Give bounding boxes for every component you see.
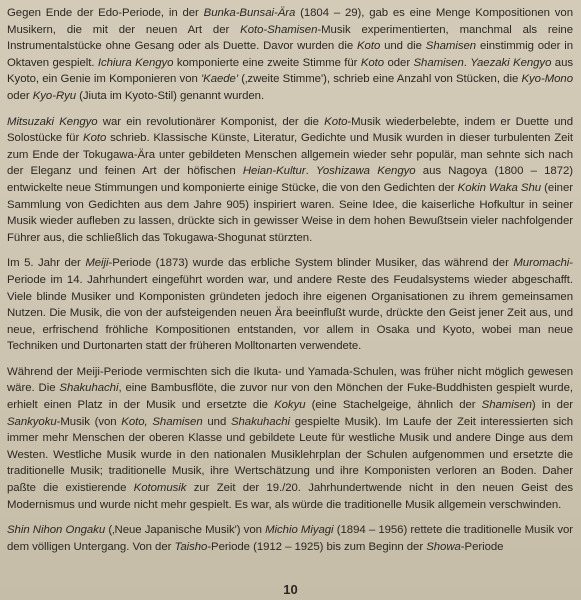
- paragraph-5: [7, 522, 573, 555]
- text-run: und: [202, 415, 231, 428]
- text-run: -Musik wiederbelebte, indem er Duette und Solostücke für: [7, 115, 573, 145]
- text-run: Während der Meiji-Periode vermischten sich die Ikuta- und Yamada-Schulen, was früher nicht möglich gewesen wäre. Die: [7, 365, 573, 395]
- text-run: war ein revolutionärer Komponist, der die: [97, 115, 325, 128]
- italic-term: Taisho: [174, 540, 208, 553]
- text-run: aus Nagoya (1800 – 1872) entwickelte neue Stimmungen und komponierte einige Stücke, die von den Gedichten der: [7, 165, 574, 194]
- text-run: .: [463, 56, 471, 69]
- text-run: (1804 – 29), gab es eine Menge Kompositionen von Musikern, die mit der neuen Art der: [7, 7, 573, 36]
- text-run: (Jiuta im Kyoto-Stil) genannt wurden.: [76, 89, 265, 102]
- text-run: und die: [380, 40, 426, 53]
- italic-term: Meiji: [85, 257, 109, 270]
- text-run: (eine Stachelgeige, ähnlich der: [305, 399, 482, 412]
- page-number: 10: [283, 582, 298, 597]
- text-run: aus Kyoto, ein Genie im Komponieren von: [7, 56, 574, 86]
- italic-term: Koto: [324, 115, 348, 128]
- text-run: Gegen Ende der Edo-Periode, in der: [7, 7, 204, 19]
- text-run: oder: [7, 89, 33, 102]
- italic-term: Michio Miyagi: [265, 524, 334, 537]
- text-run: -Periode (1912 – 1925) bis zum Beginn der: [207, 540, 427, 553]
- text-run: -Periode: [460, 540, 504, 553]
- text-run: -Periode im 14. Jahrhundert eingeführt worden war, und andere Reste des Feudalsystems wieder abgeschafft. Viele blinde Musiker und Komponisten gründeten jedoch ihre eigenen Organisationen zu ihrem gemeinsamen Nutzen. Die Musik, die von der aufsteigenden neuen Ära beeinflußt wurde, drückte den Geist jener Zeit aus, und neue, erfrischend fröhliche Kompositionen entstanden, vor allem in Osaka und Kyoto, wobei man neue Techniken und Durtonarten statt der früheren Molltonarten verwendete.: [7, 257, 573, 353]
- italic-term: Kyo-Mono: [521, 73, 573, 86]
- text-run: oder: [384, 56, 414, 69]
- text-run: (‚Neue Japanische Musik') von: [105, 524, 266, 537]
- text-run: .: [305, 165, 316, 178]
- italic-term: Shamisen: [481, 399, 532, 412]
- italic-term: Koto, Shamisen: [121, 415, 203, 428]
- italic-term: Koto-Shamisen: [240, 23, 318, 36]
- text-run: komponierte eine zweite Stimme für: [173, 56, 361, 69]
- text-run: (‚zweite Stimme'), schrieb eine Anzahl von Stücken, die: [237, 73, 522, 86]
- text-run: (1894 – 1956) rettete die traditionelle Musik vor dem völligen Untergang. Von der: [7, 524, 573, 553]
- text-run: -Musik experimentierten, manchmal als reine Instrumentalstücke ohne Gesang oder als Duette. Davor wurden die: [7, 23, 574, 53]
- italic-term: Shakuhachi: [59, 382, 119, 395]
- italic-term: Kotomusik: [133, 482, 187, 495]
- italic-term: Ichiura Kengyo: [97, 56, 174, 69]
- italic-term: Kyo-Ryu: [32, 89, 77, 102]
- italic-term: 'Kaede': [201, 73, 238, 86]
- italic-term: Koto: [360, 56, 385, 69]
- italic-term: Showa: [426, 540, 461, 553]
- italic-term: Yoshizawa Kengyo: [315, 165, 416, 178]
- italic-term: Heian-Kultur: [242, 165, 306, 178]
- body-text: [7, 5, 573, 555]
- paragraph-2: [7, 114, 573, 247]
- italic-term: Shamisen: [413, 56, 464, 69]
- text-run: schrieb. Klassische Künste, Literatur, Gedichte und Musik wurden in dieser turbulenten Zeit zum Ende der Tokugawa-Ära unter gebildeten Menschen allgemein wieder sehr populär, man sehnte sich nach der Eleganz und feinen Art der höfischen: [7, 132, 573, 178]
- italic-term: Bunka-Bunsai-Ära: [203, 7, 296, 19]
- italic-term: Koto: [83, 132, 107, 145]
- text-run: zur Zeit der 19./20. Jahrhundertwende nicht in den neuen Geist des Modernismus und wurde nicht mehr gespielt. Es war, als würde die traditionelle Musik allgemein verschwinden.: [7, 482, 574, 511]
- italic-term: Shamisen: [425, 40, 477, 53]
- text-run: -Musik (von: [56, 415, 122, 428]
- text-run: einstimmig oder in Oktaven gespielt.: [7, 40, 574, 69]
- italic-term: Kokin Waka Shu: [457, 181, 542, 194]
- italic-term: Shin Nihon Ongaku: [7, 524, 106, 537]
- paragraph-3: [7, 255, 573, 355]
- italic-term: Shakuhachi: [230, 415, 290, 428]
- italic-term: Muromachi: [513, 257, 570, 270]
- text-run: gespielte Musik). Im Laufe der Zeit interessierten sich immer mehr Menschen der oberen Klasse und gebildete Leute für westliche Musik und andere Dinge aus dem Westen. Westliche Musik wurde in den nationalen Musiklehrplan der Schulen aufgenommen und ersetzte die traditionelle Musik; traditionelle Musik, ihre Wertschätzung und ihre Komponisten verloren an Boden. Daher paßte die existierende: [7, 415, 574, 495]
- paragraph-1: [7, 5, 573, 105]
- italic-term: Koto: [357, 40, 381, 53]
- paragraph-4: [7, 364, 573, 513]
- text-run: (einer Sammlung von Gedichten aus dem Jahre 905) inspiriert waren. Seine Idee, die kaiserliche Hofkultur in seiner Musik wieder aufleben zu lassen, drückte sich in gewisser Weise in dem hohen Bewußtsein vieler nachfolgender Führer aus, die schließlich das Tokugawa-Shogunat stürzten.: [7, 181, 573, 244]
- text-run: , eine Bambusflöte, die zuvor nur von den Mönchen der Fuke-Buddhisten gespielt wurde, erhielt einen Platz in der Musik und ersetzte die: [7, 382, 573, 412]
- italic-term: Sankyoku: [7, 415, 57, 428]
- italic-term: Kokyu: [274, 399, 306, 412]
- text-run: -Periode (1873) wurde das erbliche System blinder Musiker, das während der: [108, 257, 514, 270]
- italic-term: Yaezaki Kengyo: [470, 56, 552, 69]
- italic-term: Mitsuzaki Kengyo: [7, 115, 98, 128]
- text-run: ) in der: [531, 399, 573, 412]
- text-run: Im 5. Jahr der: [7, 257, 86, 270]
